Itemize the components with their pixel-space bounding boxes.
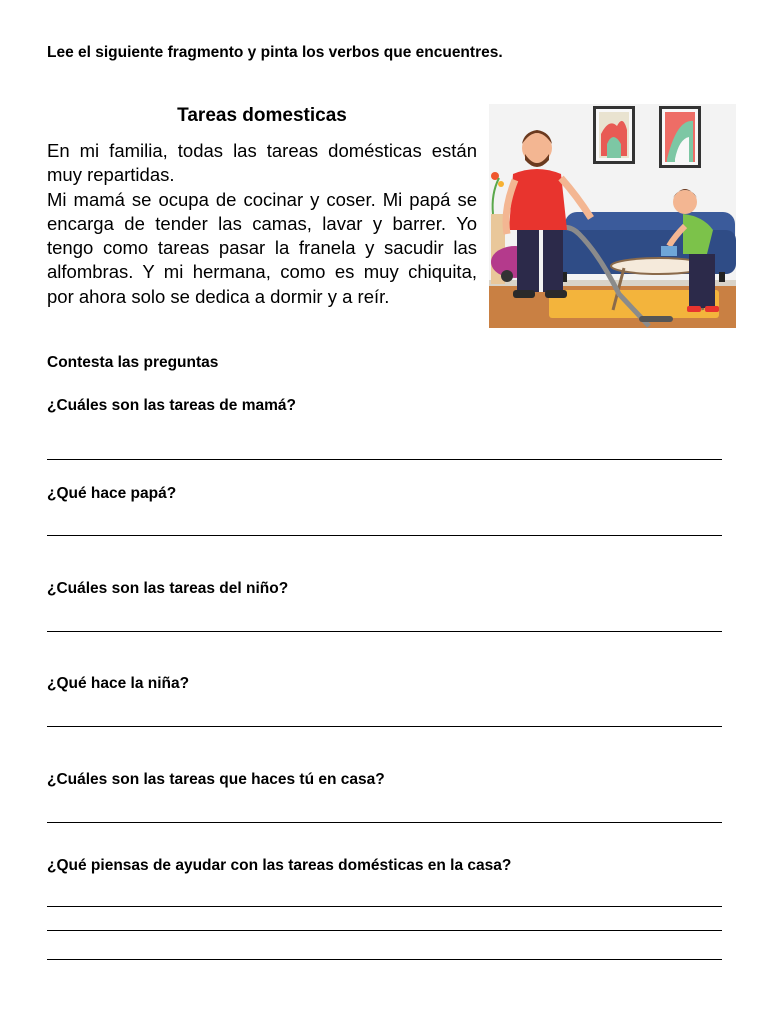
question-4: ¿Qué hace la niña? bbox=[47, 675, 190, 692]
wall-picture-right-icon bbox=[659, 106, 701, 168]
answer-line-6a[interactable] bbox=[47, 906, 722, 907]
answer-line-1[interactable] bbox=[47, 459, 722, 460]
wall-picture-left-icon bbox=[593, 106, 635, 164]
question-5: ¿Cuáles son las tareas que haces tú en casa? bbox=[47, 771, 385, 788]
question-2: ¿Qué hace papá? bbox=[47, 485, 177, 502]
story-text bbox=[47, 139, 477, 309]
questions-title: Contesta las preguntas bbox=[47, 354, 219, 371]
question-6: ¿Qué piensas de ayudar con las tareas domésticas en la casa? bbox=[47, 857, 512, 874]
family-cleaning-illustration bbox=[489, 104, 736, 328]
story-title: Tareas domesticas bbox=[177, 105, 347, 126]
answer-line-4[interactable] bbox=[47, 726, 722, 727]
instruction-text: Lee el siguiente fragmento y pinta los verbos que encuentres. bbox=[47, 44, 503, 61]
answer-line-6b[interactable] bbox=[47, 930, 722, 931]
answer-line-2[interactable] bbox=[47, 535, 722, 536]
answer-line-6c[interactable] bbox=[47, 959, 722, 960]
answer-line-5[interactable] bbox=[47, 822, 722, 823]
answer-line-3[interactable] bbox=[47, 631, 722, 632]
story-paragraph: En mi familia, todas las tareas domésticas están muy repartidas. bbox=[47, 140, 477, 186]
story-paragraph: Mi mamá se ocupa de cocinar y coser. Mi papá se encarga de tender las camas, lavar y barrer. Yo tengo como tareas pasar la franela y sacudir las alfombras. Y mi hermana, como es muy chiquita, por ahora solo se dedica a dormir y a reír. bbox=[47, 188, 477, 307]
question-1: ¿Cuáles son las tareas de mamá? bbox=[47, 397, 296, 414]
question-3: ¿Cuáles son las tareas del niño? bbox=[47, 580, 289, 597]
